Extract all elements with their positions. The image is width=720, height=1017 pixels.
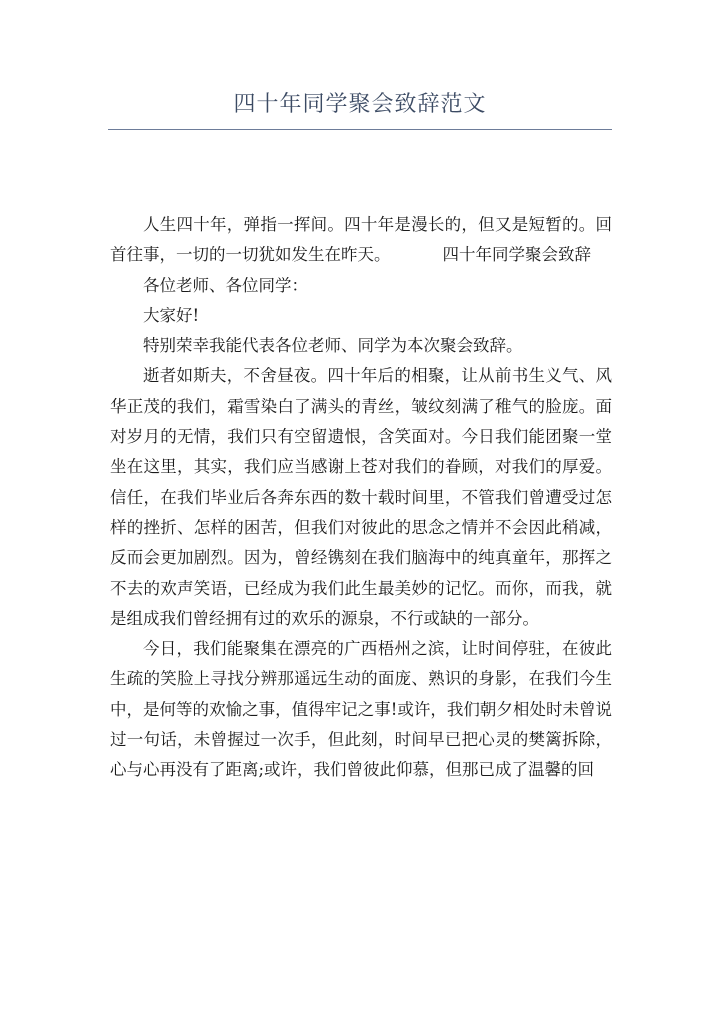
paragraph-greeting: 大家好! <box>143 305 200 325</box>
paragraph-trailing-title: 四十年同学聚会致辞 <box>442 245 591 265</box>
paragraph-reflection: 逝者如斯夫，不舍昼夜。四十年后的相聚，让从前书生义气、风华正茂的我们，霜雪染白了满头的青丝，皱纹刻满了稚气的脸庞。面对岁月的无情，我们只有空留遗恨，含笑面对。今日我们能团聚一堂坐在这里，其实，我们应当感谢上苍对我们的眷顾，对我们的厚爱。信任，在我们毕业后各奔东西的数十载时间里，不管我们曾遭受过怎样的挫折、怎样的困苦，但我们对彼此的思念之情并不会因此稍减，反而会更加剧烈。因为，曾经镌刻在我们脑海中的纯真童年，那挥之不去的欢声笑语，已经成为我们此生最美妙的记忆。而你，而我，就是组成我们曾经拥有过的欢乐的源泉，不行或缺的一部分。 <box>110 366 612 628</box>
paragraph-text: 人生四十年，弹指一挥间。四十年是漫长的，但又是短暂的。回首往事，一切的一切犹如发生在昨天。 <box>110 215 612 265</box>
paragraph-salutation: 各位老师、各位同学： <box>143 275 308 295</box>
paragraph-reunion: 今日，我们能聚集在漂亮的广西梧州之滨，让时间停驻，在彼此生疏的笑脸上寻找分辨那遥远生动的面庞、熟识的身影，在我们今生中，是何等的欢愉之事，值得牢记之事!或许，我们朝夕相处时未曾说过一句话，未曾握过一次手，但此刻，时间早已把心灵的樊篱拆除，心与心再没有了距离;或许，我们曾彼此仰慕，但那已成了温馨的回 <box>110 639 612 780</box>
title-divider <box>108 129 612 130</box>
document-title: 四十年同学聚会致辞范文 <box>233 92 487 117</box>
paragraph-honor: 特别荣幸我能代表各位老师、同学为本次聚会致辞。 <box>143 336 523 356</box>
document-body <box>110 210 612 786</box>
paragraph-intro <box>110 210 612 271</box>
